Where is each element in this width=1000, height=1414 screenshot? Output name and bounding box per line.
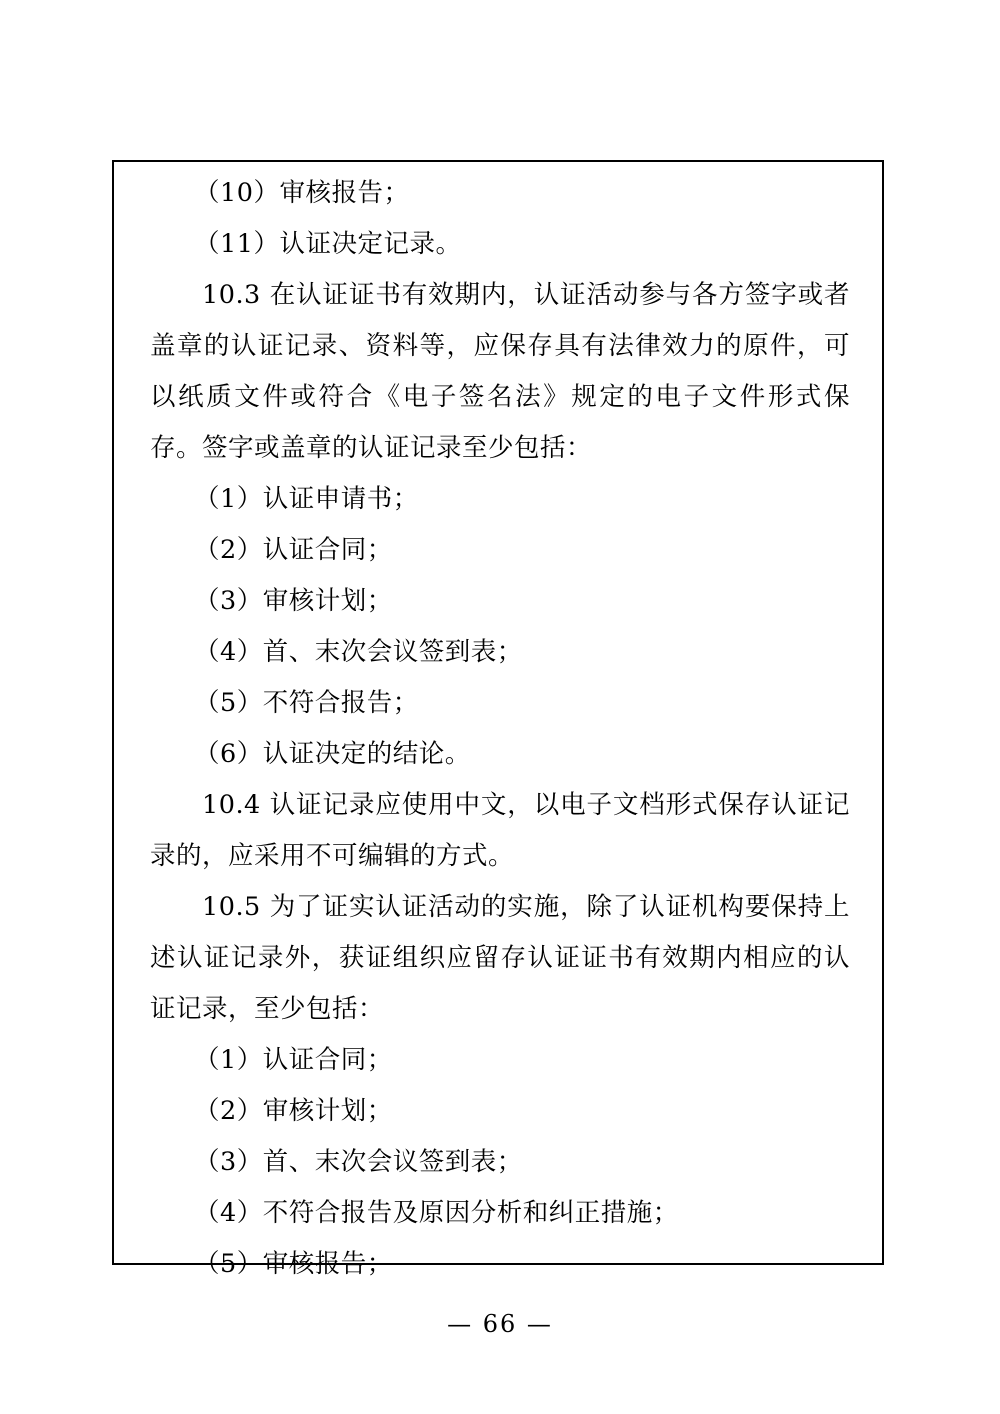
list-item: （2）认证合同； bbox=[194, 535, 393, 565]
list-item: （11）认证决定记录。 bbox=[194, 229, 462, 259]
list-item: （1）认证申请书； bbox=[194, 484, 419, 514]
list-item: （4）不符合报告及原因分析和纠正措施； bbox=[194, 1198, 679, 1228]
list-item: （3）审核计划； bbox=[194, 586, 393, 616]
list-item: （4）首、末次会议签到表； bbox=[194, 637, 523, 667]
body-paragraph: 10.4 认证记录应使用中文，以电子文档形式保存认证记录的，应采用不可编辑的方式。 bbox=[150, 790, 850, 871]
list-item: （1）认证合同； bbox=[194, 1045, 393, 1075]
body-paragraph: 10.5 为了证实认证活动的实施，除了认证机构要保持上述认证记录外，获证组织应留存认证证书有效期内相应的认证记录，至少包括： bbox=[150, 892, 850, 1024]
list-item: （3）首、末次会议签到表； bbox=[194, 1147, 523, 1177]
list-item: （6）认证决定的结论。 bbox=[194, 739, 471, 769]
list-item: （5）审核报告； bbox=[194, 1249, 393, 1279]
body-paragraph: 10.3 在认证证书有效期内，认证活动参与各方签字或者盖章的认证记录、资料等，应保存具有法律效力的原件，可以纸质文件或符合《电子签名法》规定的电子文件形式保存。签字或盖章的认证记录至少包括： bbox=[150, 280, 850, 463]
page-number: — 66 — bbox=[447, 1310, 553, 1338]
list-item: （5）不符合报告； bbox=[194, 688, 419, 718]
page-footer bbox=[0, 1310, 1000, 1338]
list-item: （2）审核计划； bbox=[194, 1096, 393, 1126]
list-item: （10）审核报告； bbox=[194, 178, 410, 208]
page-content bbox=[150, 168, 850, 1279]
